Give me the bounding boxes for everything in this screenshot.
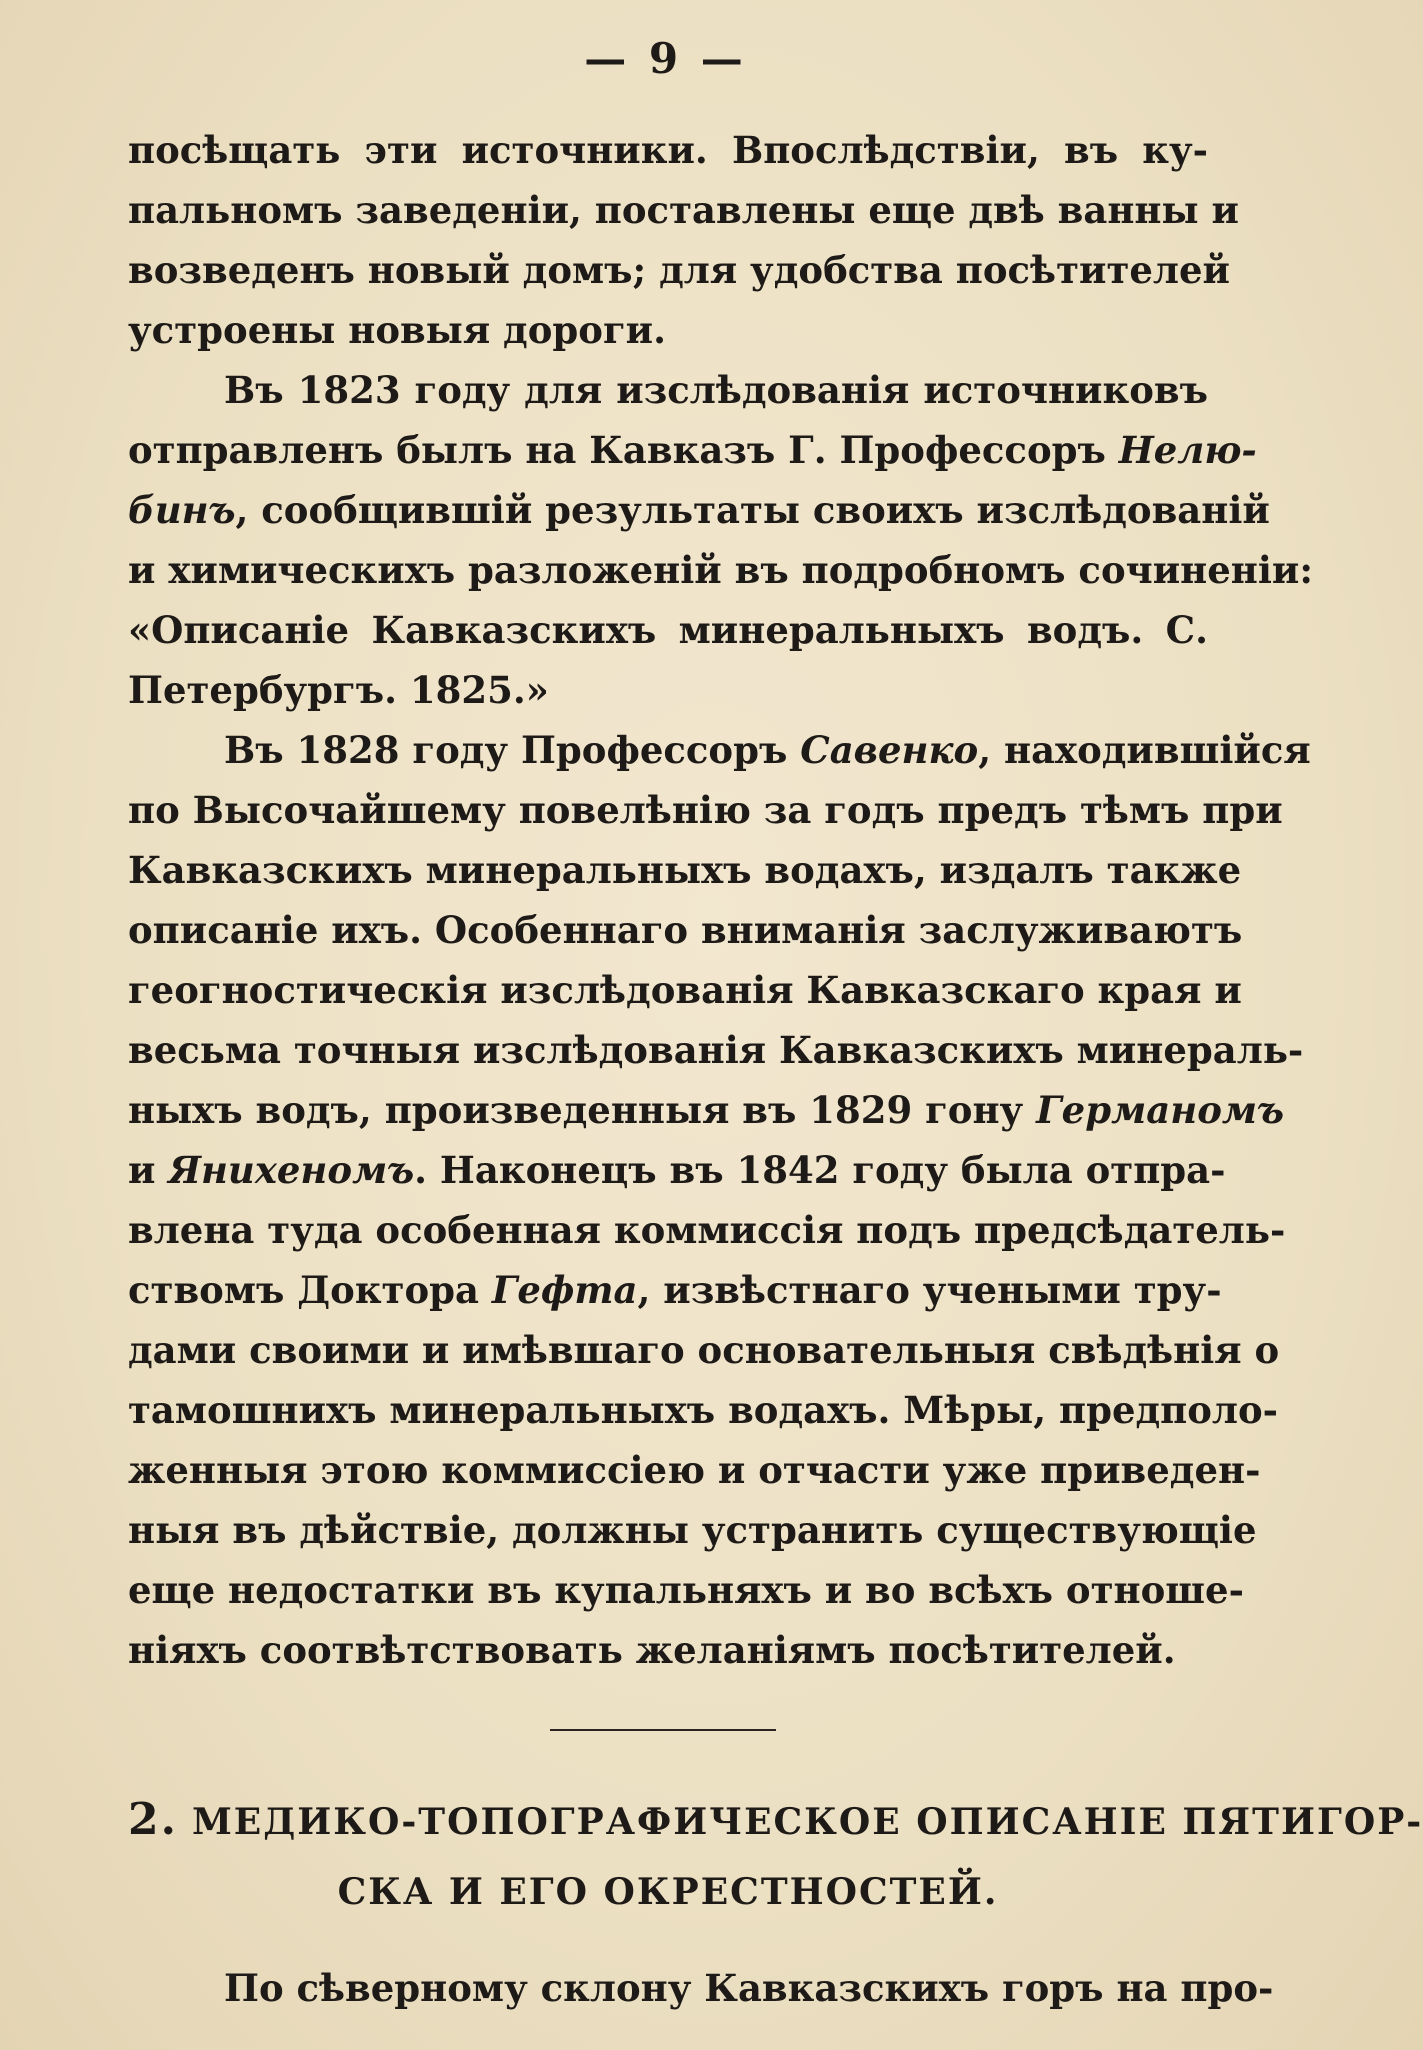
- page-number: — 9 —: [584, 34, 747, 83]
- italic-name: Янихеномъ: [168, 1148, 415, 1192]
- text-line: ныя въ дѣйствіе, должны устранить существующіе: [128, 1508, 1257, 1552]
- italic-name: Нелю-: [1118, 428, 1257, 472]
- text-segment: Въ 1828 году Профессоръ: [224, 728, 801, 772]
- horizontal-rule: [550, 1729, 776, 1731]
- section-heading: [128, 1784, 1423, 1928]
- spacer: [128, 1928, 1208, 1958]
- text-segment: ствомъ Доктора: [128, 1268, 492, 1312]
- text-line: [128, 1260, 1222, 1320]
- text-segment: , сообщившій результаты своихъ изслѣдованій: [235, 488, 1270, 532]
- paragraph-3: [128, 720, 1311, 1680]
- section-title-part: МЕДИКО-ТОПОГРАФИЧЕСКОЕ ОПИСАНІЕ ПЯТИГОР-: [191, 1801, 1423, 1843]
- text-segment: , извѣстнаго учеными тру-: [637, 1268, 1222, 1312]
- paragraph-4: [128, 1958, 1274, 2018]
- text-line: [128, 1140, 1226, 1200]
- section-heading-line: [128, 1784, 1423, 1856]
- paragraph-2: [128, 360, 1314, 720]
- text-line: Въ 1823 году для изслѣдованія источниковъ: [224, 368, 1208, 412]
- text-line: Кавказскихъ минеральныхъ водахъ, издалъ также: [128, 848, 1242, 892]
- paragraph-1: [128, 120, 1239, 360]
- text-line: возведенъ новый домъ; для удобства посѣтителей: [128, 248, 1230, 292]
- text-line: Петербургъ. 1825.»: [128, 668, 549, 712]
- separator: [128, 1680, 1208, 1784]
- italic-name: Германомъ: [1036, 1088, 1284, 1132]
- italic-name: Гефта: [491, 1268, 638, 1312]
- text-line: По сѣверному склону Кавказскихъ горъ на про-: [224, 1966, 1274, 2010]
- text-segment: отправленъ былъ на Кавказъ Г. Профессоръ: [128, 428, 1119, 472]
- text-line: еще недостатки въ купальняхъ и во всѣхъ отноше-: [128, 1568, 1244, 1612]
- text-line: [128, 480, 1270, 540]
- text-line: посѣщать эти источники. Впослѣдствіи, въ ку-: [128, 128, 1208, 172]
- text-line: по Высочайшему повелѣнію за годъ предъ тѣмъ при: [128, 788, 1283, 832]
- text-line: пальномъ заведеніи, поставлены еще двѣ ванны и: [128, 188, 1239, 232]
- italic-name: Савенко: [800, 728, 979, 772]
- text-line: женныя этою коммиссіею и отчасти уже приведен-: [128, 1448, 1261, 1492]
- text-line: дами своими и имѣвшаго основательныя свѣдѣнія о: [128, 1328, 1280, 1372]
- text-segment: . Наконецъ въ 1842 году была отпра-: [414, 1148, 1226, 1192]
- text-line: весьма точныя изслѣдованія Кавказскихъ минераль-: [128, 1028, 1304, 1072]
- text-line: [128, 420, 1257, 480]
- text-line: описаніе ихъ. Особеннаго вниманія заслуживаютъ: [128, 908, 1243, 952]
- text-segment: ныхъ водъ, произведенныя въ 1829 гону: [128, 1088, 1037, 1132]
- text-line: устроены новыя дороги.: [128, 308, 666, 352]
- text-segment: и: [128, 1148, 169, 1192]
- section-number: 2.: [128, 1794, 178, 1845]
- text-line: «Описаніе Кавказскихъ минеральныхъ водъ. С.: [128, 608, 1208, 652]
- text-segment: , находившійся: [978, 728, 1311, 772]
- text-line: ніяхъ соотвѣтствовать желаніямъ посѣтителей.: [128, 1628, 1176, 1672]
- italic-name: бинъ: [128, 488, 236, 532]
- text-body: [128, 120, 1423, 2018]
- text-line: тамошнихъ минеральныхъ водахъ. Мѣры, предполо-: [128, 1388, 1279, 1432]
- text-line: [128, 1080, 1284, 1140]
- section-heading-line: СКА И ЕГО ОКРЕСТНОСТЕЙ.: [337, 1871, 999, 1913]
- text-line: [128, 720, 1311, 780]
- text-line: влена туда особенная коммиссія подъ предсѣдатель-: [128, 1208, 1286, 1252]
- text-line: и химическихъ разложеній въ подробномъ сочиненіи:: [128, 548, 1314, 592]
- text-line: геогностическія изслѣдованія Кавказскаго края и: [128, 968, 1242, 1012]
